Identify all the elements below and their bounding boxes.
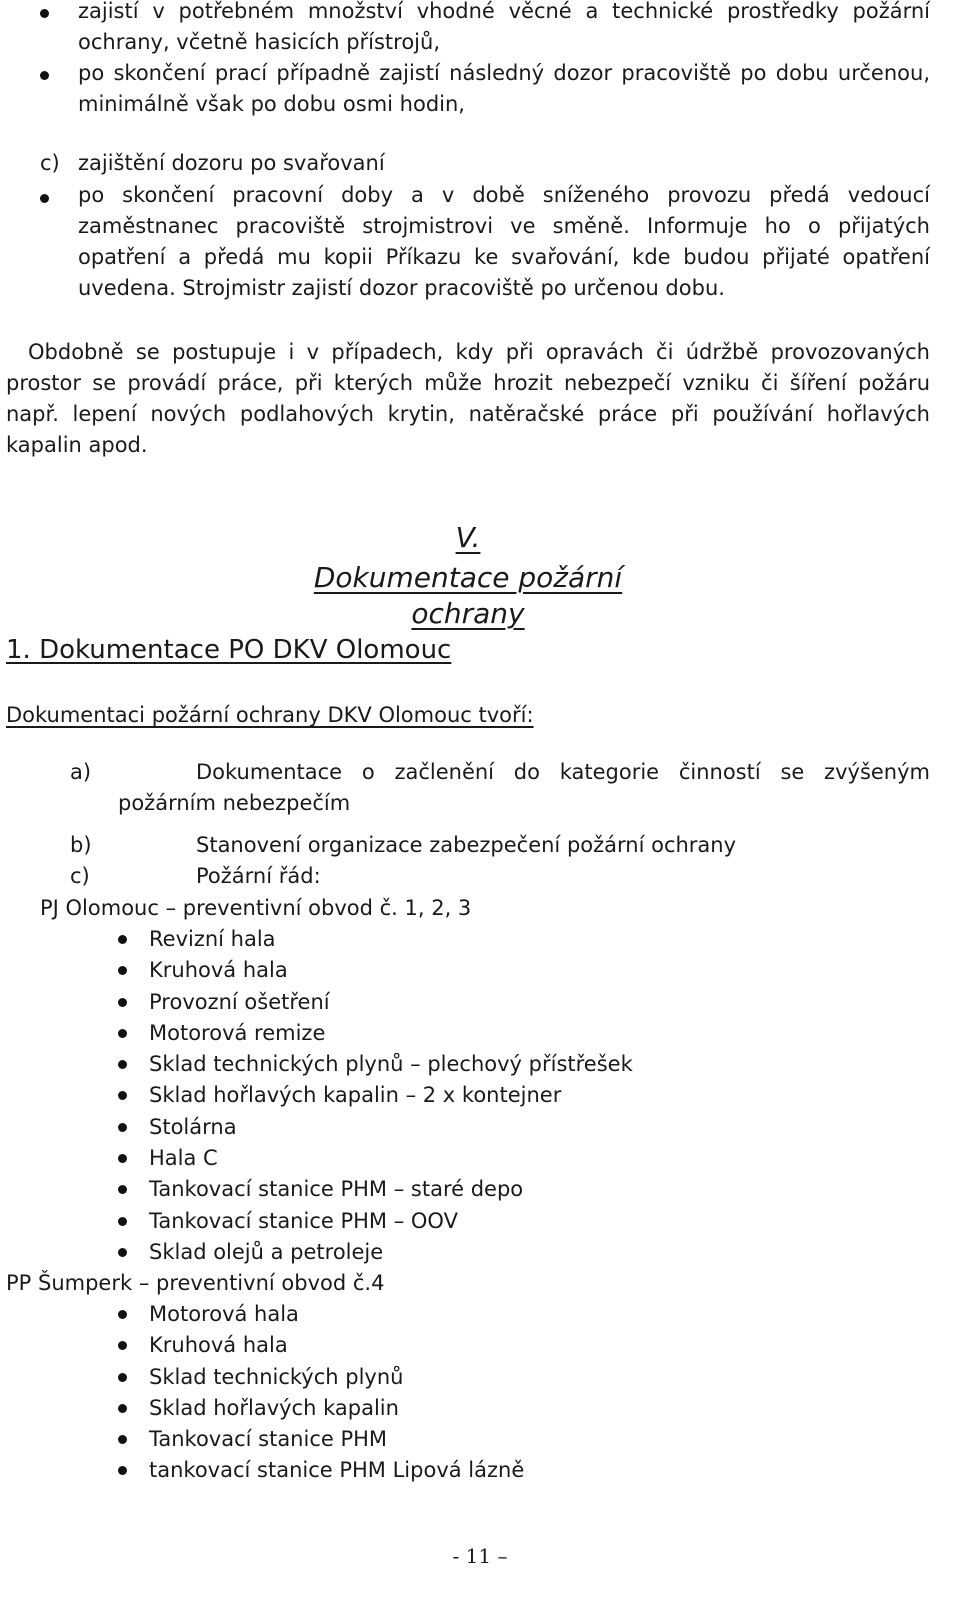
list-item-label: Sklad hořlavých kapalin	[149, 1395, 399, 1420]
list-item	[118, 1143, 633, 1174]
list-item	[118, 1237, 633, 1268]
top-bullet-2: po skončení prací případně zajistí následný dozor pracoviště po dobu určenou, minimálně však po dobu osmi hodin,	[78, 61, 930, 116]
bullet-icon	[118, 1029, 127, 1038]
list-item-label: Motorová hala	[149, 1302, 299, 1326]
list-item	[118, 924, 633, 955]
item-a-label: a)	[70, 760, 92, 784]
bullet-icon	[40, 71, 49, 80]
bullet-icon	[118, 966, 127, 975]
list-item	[118, 1393, 524, 1424]
bullet-icon	[118, 935, 127, 944]
group-sumperk-list	[118, 1299, 524, 1487]
bullet-icon	[40, 194, 49, 203]
group-olomouc-title: PJ Olomouc – preventivní obvod č. 1, 2, 3	[40, 896, 472, 920]
list-item	[118, 1299, 524, 1330]
top-bullet-1: zajistí v potřebném množství vhodné věcné a technické prostředky požární ochrany, včetně hasicích přístrojů,	[78, 0, 930, 54]
list-item-label: Kruhová hala	[149, 958, 288, 983]
list-item-label: Tankovací stanice PHM	[149, 1427, 388, 1452]
chapter-number: V.	[455, 521, 481, 554]
list-item-label: Tankovací stanice PHM – OOV	[149, 1208, 458, 1233]
list-item-label: Provozní ošetření	[149, 989, 330, 1014]
section-c-bullet: po skončení pracovní doby a v době sníženého provozu předá vedoucí zaměstnanec pracoviště strojmistrovi ve směně. Informuje ho o přijatých opatření a předá mu kopii Příkazu ke svařování, kde budou přijaté opatření uvedena. Strojmistr zajistí dozor pracoviště po určenou dobu.	[78, 183, 930, 300]
body-paragraph: Obdobně se postupuje i v případech, kdy při opravách či údržbě provozovaných prostor se provádí práce, při kterých může hrozit nebezpečí vzniku či šíření požáru např. lepení nových podlahových krytin, natěračské práce při používání hořlavých kapalin apod.	[6, 340, 930, 457]
intro-line: Dokumentaci požární ochrany DKV Olomouc tvoří:	[6, 703, 534, 727]
bullet-icon	[118, 1248, 127, 1257]
list-item	[118, 1174, 633, 1205]
list-item-label: Sklad olejů a petroleje	[149, 1239, 384, 1264]
list-item-label: Tankovací stanice PHM – staré depo	[149, 1177, 524, 1202]
section-c-label: c)	[40, 151, 60, 175]
item-c-label: c)	[70, 864, 90, 888]
page-number: - 11 –	[452, 1544, 508, 1568]
chapter-title: Dokumentace požární ochrany	[313, 561, 623, 630]
list-item-label: Kruhová hala	[149, 1333, 288, 1358]
list-item	[118, 1018, 633, 1049]
list-item-label: tankovací stanice PHM Lipová lázně	[149, 1458, 525, 1483]
bullet-icon	[118, 1123, 127, 1132]
bullet-icon	[118, 1404, 127, 1413]
list-item	[118, 1080, 633, 1111]
list-item-label: Stolárna	[149, 1114, 237, 1139]
item-b-text: Stanovení organizace zabezpečení požární ochrany	[196, 833, 737, 857]
section-c-title: zajištění dozoru po svařovaní	[78, 151, 385, 175]
list-item	[118, 987, 633, 1018]
bullet-icon	[118, 998, 127, 1007]
bullet-icon	[118, 1310, 127, 1319]
subsection-heading: 1. Dokumentace PO DKV Olomouc	[6, 635, 452, 665]
group-sumperk-title: PP Šumperk – preventivní obvod č.4	[6, 1271, 385, 1295]
list-item-label: Sklad hořlavých kapalin – 2 x kontejner	[149, 1083, 562, 1108]
list-item	[118, 1049, 633, 1080]
list-item-label: Revizní hala	[149, 927, 276, 951]
list-item-label: Hala C	[149, 1146, 218, 1171]
bullet-icon	[118, 1185, 127, 1194]
chapter-heading	[256, 520, 680, 632]
bullet-icon	[118, 1060, 127, 1069]
list-item	[118, 1330, 524, 1361]
bullet-icon	[118, 1373, 127, 1382]
item-b-label: b)	[70, 833, 92, 857]
list-item-label: Sklad technických plynů	[149, 1364, 404, 1389]
bullet-icon	[118, 1154, 127, 1163]
item-c-text: Požární řád:	[196, 864, 321, 888]
item-a-text: Dokumentace o začlenění do kategorie činností se zvýšeným	[196, 760, 930, 784]
bullet-icon	[40, 9, 49, 18]
bullet-icon	[118, 1091, 127, 1100]
list-item-label: Sklad technických plynů – plechový přístřešek	[149, 1052, 633, 1077]
list-item	[118, 1424, 524, 1455]
list-item-label: Motorová remize	[149, 1020, 326, 1045]
bullet-icon	[118, 1435, 127, 1444]
list-item	[118, 955, 633, 986]
bullet-icon	[118, 1466, 127, 1475]
list-item	[118, 1362, 524, 1393]
list-item	[118, 1112, 633, 1143]
list-item	[118, 1455, 524, 1486]
bullet-icon	[118, 1341, 127, 1350]
bullet-icon	[118, 1217, 127, 1226]
list-item	[118, 1206, 633, 1237]
item-a-continuation: požárním nebezpečím	[118, 791, 351, 815]
group-olomouc-list	[118, 924, 633, 1268]
